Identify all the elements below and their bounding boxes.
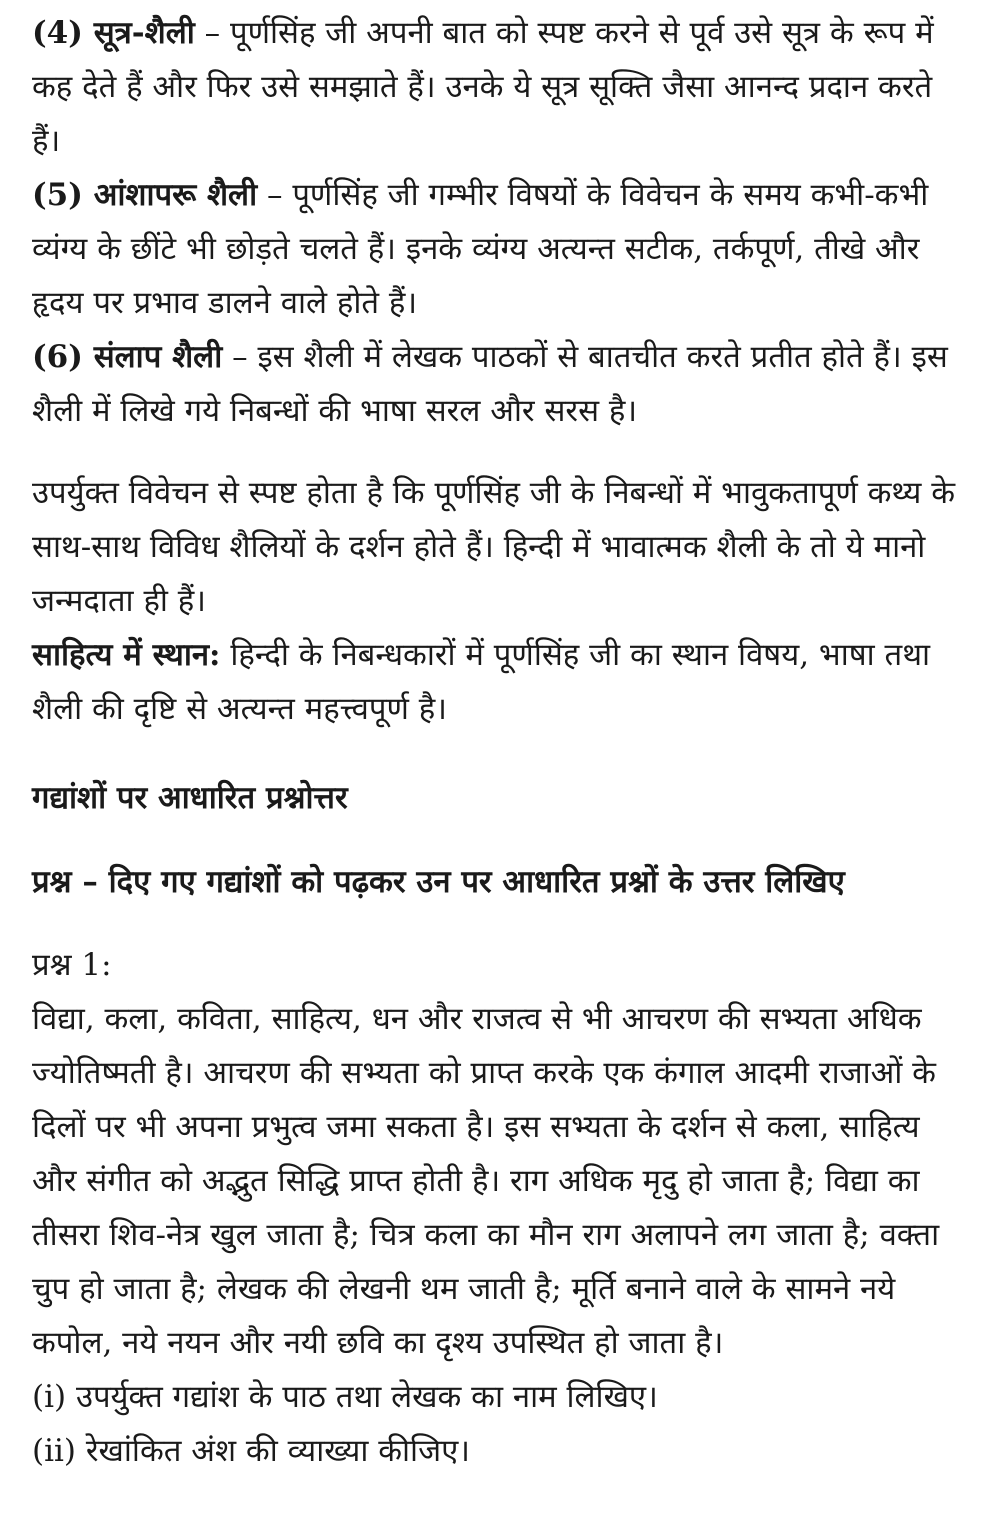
style-text: – पूर्णसिंह जी गम्भीर विषयों के विवेचन के समय कभी-कभी व्यंग्य के छींटे भी छोड़ते चलते हैं। इनके व्यंग्य अत्यन्त सटीक, तर्कपूर्ण, तीखे और हृदय पर प्रभाव डालने वाले होते हैं। [32, 177, 929, 321]
style-label: (5) आंशापरू शैली [32, 177, 258, 213]
question-1-passage: विद्या, कला, कविता, साहित्य, धन और राजत्व से भी आचरण की सभ्यता अधिक ज्योतिष्मती है। आचरण की सभ्यता को प्राप्त करके एक कंगाल आदमी राजाओं के दिलों पर भी अपना प्रभुत्व जमा सकता है। इस सभ्यता के दर्शन से कला, साहित्य और संगीत को अद्भुत सिद्धि प्राप्त होती है। राग अधिक मृदु हो जाता है; विद्या का तीसरा शिव-नेत्र खुल जाता है; चित्र कला का मौन राग अलापने लग जाता है; वक्ता चुप हो जाता है; लेखक की लेखनी थम जाती है; मूर्ति बनाने वाले के सामने नये कपोल, नये नयन और नयी छवि का दृश्य उपस्थित हो जाता है। [32, 1001, 940, 1361]
style-item-samlap [32, 330, 967, 438]
place-text: हिन्दी के निबन्धकारों में पूर्णसिंह जी का स्थान विषय, भाषा तथा शैली की दृष्टि से अत्यन्त महत्त्वपूर्ण है। [32, 637, 931, 727]
style-text: – इस शैली में लेखक पाठकों से बातचीत करते प्रतीत होते हैं। इस शैली में लिखे गये निबन्धों की भाषा सरल और सरस है। [32, 339, 948, 429]
place-label: साहित्य में स्थान: [32, 637, 221, 673]
summary-paragraph: उपर्युक्त विवेचन से स्पष्ट होता है कि पूर्णसिंह जी के निबन्धों में भावुकतापूर्ण कथ्य के साथ-साथ विविध शैलियों के दर्शन होते हैं। हिन्दी में भावात्मक शैली के तो ये मानो जन्मदाता ही हैं। [32, 475, 956, 619]
sub-question-2: (ii) रेखांकित अंश की व्याख्या कीजिए। [32, 1433, 470, 1469]
style-label: (4) सूत्र-शैली [32, 15, 195, 51]
style-label: (6) संलाप शैली [32, 339, 223, 375]
style-item-sutra [32, 6, 967, 168]
sub-question-1: (i) उपर्युक्त गद्यांश के पाठ तथा लेखक का नाम लिखिए। [32, 1379, 658, 1415]
style-item-vyangya [32, 168, 967, 330]
section-heading: गद्यांशों पर आधारित प्रश्नोत्तर [32, 780, 348, 816]
question-1-label: प्रश्न 1: [32, 947, 112, 983]
question-heading: प्रश्न – दिए गए गद्यांशों को पढ़कर उन पर आधारित प्रश्नों के उत्तर लिखिए [32, 864, 845, 900]
place-in-literature [32, 628, 967, 736]
style-text: – पूर्णसिंह जी अपनी बात को स्पष्ट करने से पूर्व उसे सूत्र के रूप में कह देते हैं और फिर उसे समझाते हैं। उनके ये सूत्र सूक्ति जैसा आनन्द प्रदान करते हैं। [32, 15, 934, 159]
